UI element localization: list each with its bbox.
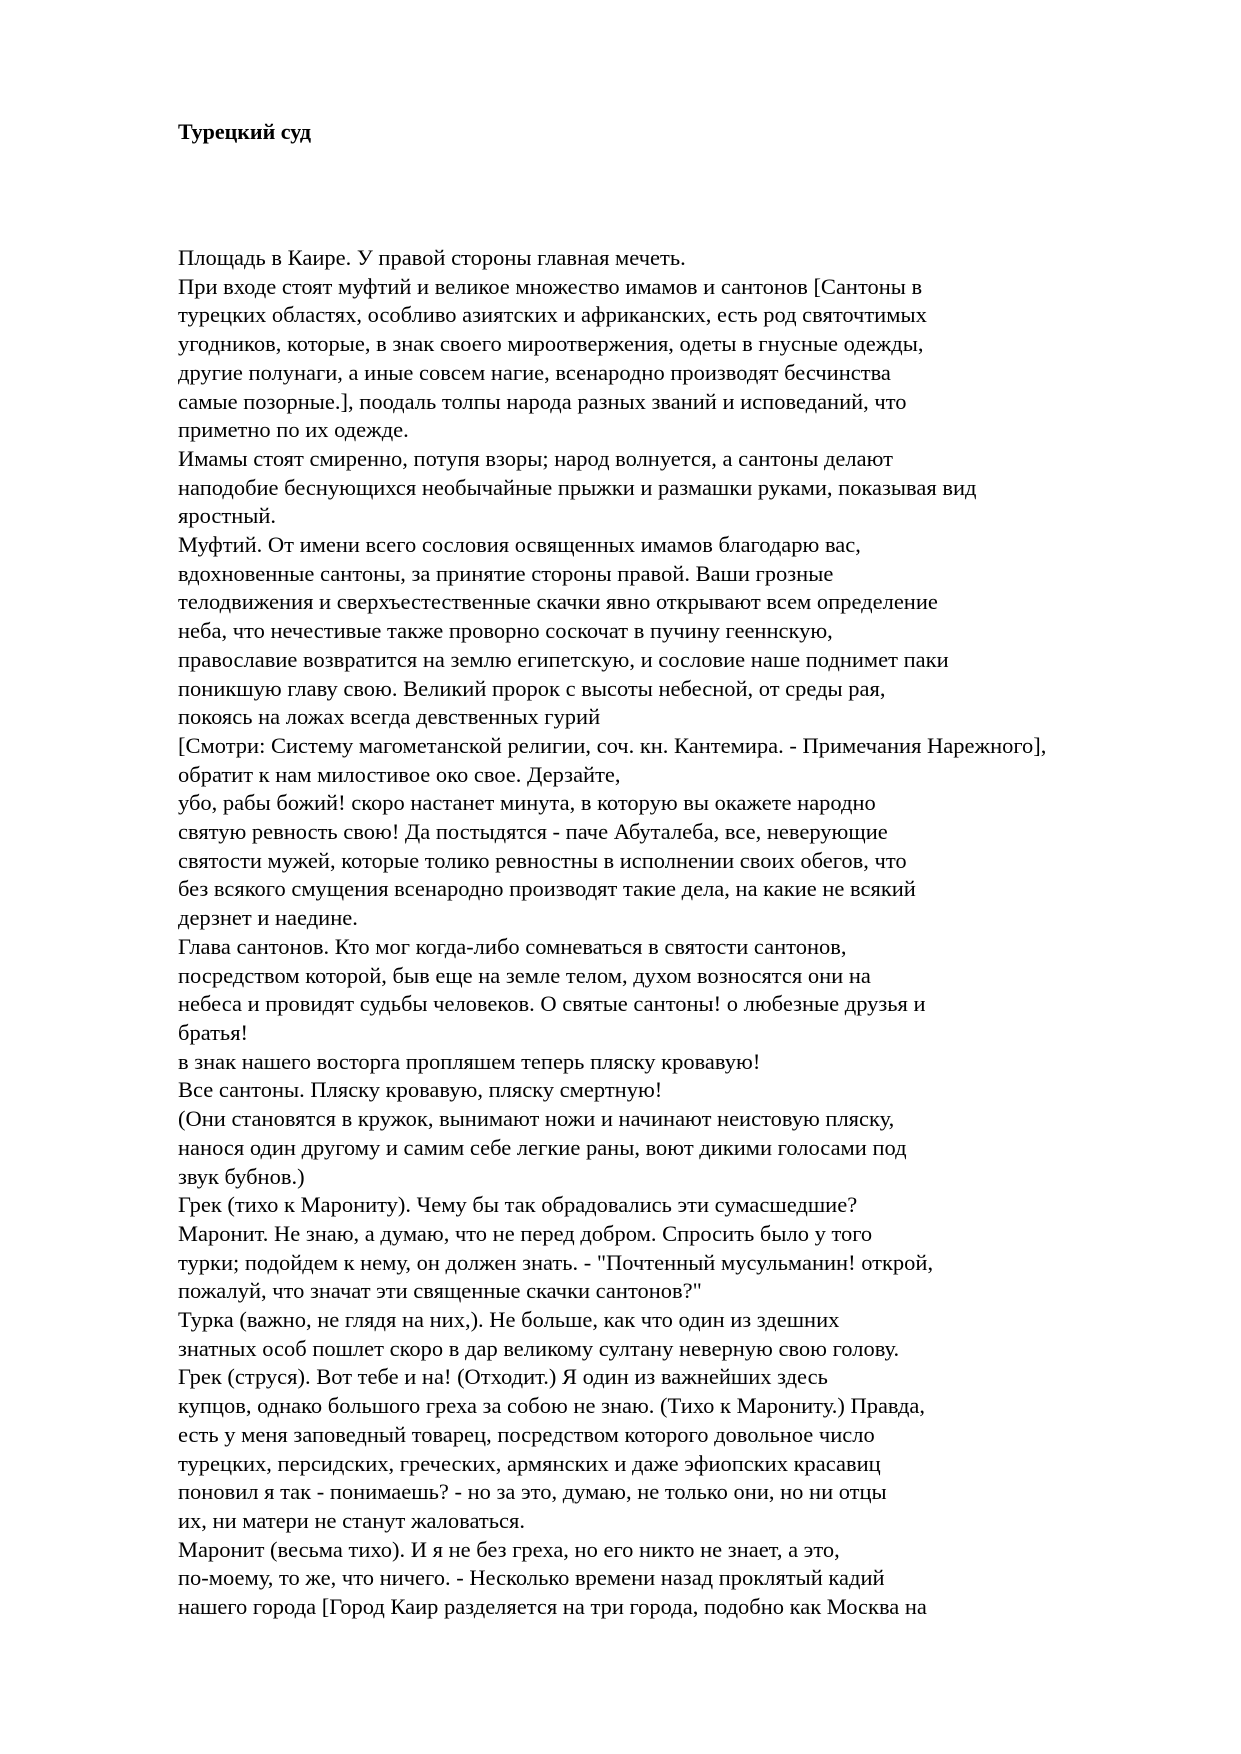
text-line: Все сантоны. Пляску кровавую, пляску смертную! <box>178 1077 663 1103</box>
text-line: приметно по их одежде. <box>178 417 409 443</box>
text-line: знатных особ пошлет скоро в дар великому султану неверную свою голову. <box>178 1335 900 1361</box>
text-line: Турка (важно, не глядя на них,). Не больше, как что один из здешних <box>178 1307 840 1333</box>
text-line: их, ни матери не станут жаловаться. <box>178 1507 525 1533</box>
text-line: Муфтий. От имени всего сословия освященных имамов благодарю вас, <box>178 532 861 558</box>
text-line: поникшую главу свою. Великий пророк с высоты небесной, от среды рая, <box>178 675 886 701</box>
text-line: наподобие беснующихся необычайные прыжки и размашки руками, показывая вид <box>178 474 977 500</box>
document-title: Турецкий суд <box>178 119 311 144</box>
text-line: поновил я так - понимаешь? - но за это, думаю, не только они, но ни отцы <box>178 1479 887 1505</box>
document-body <box>178 244 1188 1622</box>
text-line: в знак нашего восторга пропляшем теперь пляску кровавую! <box>178 1048 761 1074</box>
text-line: нашего города [Город Каир разделяется на три города, подобно как Москва на <box>178 1594 927 1620</box>
text-line: Маронит (весьма тихо). И я не без греха, но его никто не знает, а это, <box>178 1536 840 1562</box>
text-line: турецких областях, особливо азиятских и африканских, есть род святочтимых <box>178 302 927 328</box>
text-line: святости мужей, которые толико ревностны в исполнении своих обегов, что <box>178 847 907 873</box>
text-line: Грек (тихо к Марониту). Чему бы так обрадовались эти сумасшедшие? <box>178 1192 858 1218</box>
text-line: Площадь в Каире. У правой стороны главная мечеть. <box>178 245 686 270</box>
text-line: самые позорные.], поодаль толпы народа разных званий и исповеданий, что <box>178 388 907 414</box>
text-line: святую ревность свою! Да постыдятся - паче Абуталеба, все, неверующие <box>178 819 888 845</box>
text-line: посредством которой, быв еще на земле телом, духом возносятся они на <box>178 962 871 988</box>
text-line: пожалуй, что значат эти священные скачки сантонов?" <box>178 1278 702 1304</box>
text-line: угодников, которые, в знак своего мироотвержения, одеты в гнусные одежды, <box>178 331 924 357</box>
text-line: вдохновенные сантоны, за принятие стороны правой. Ваши грозные <box>178 560 834 586</box>
text-line: яростный. <box>178 503 277 529</box>
text-line: звук бубнов.) <box>178 1163 305 1189</box>
text-line: Грек (струся). Вот тебе и на! (Отходит.) Я один из важнейших здесь <box>178 1364 828 1390</box>
text-line: При входе стоят муфтий и великое множество имамов и сантонов [Сантоны в <box>178 273 923 299</box>
text-line: братья! <box>178 1019 249 1045</box>
text-line: нанося один другому и самим себе легкие раны, воют дикими голосами под <box>178 1134 907 1160</box>
text-line: есть у меня заповедный товарец, посредством которого довольное число <box>178 1421 875 1447</box>
text-line: дерзнет и наедине. <box>178 905 358 931</box>
text-line: православие возвратится на землю египетскую, и сословие наше поднимет паки <box>178 646 949 672</box>
text-line: другие полунаги, а иные совсем нагие, всенародно производят бесчинства <box>178 359 891 385</box>
text-line: убо, рабы божий! скоро настанет минута, в которую вы окажете народно <box>178 790 876 816</box>
text-line: покоясь на ложах всегда девственных гурий <box>178 704 601 730</box>
text-line: турки; подойдем к нему, он должен знать. - "Почтенный мусульманин! открой, <box>178 1249 934 1275</box>
text-line: Имамы стоят смиренно, потупя взоры; народ волнуется, а сантоны делают <box>178 445 893 471</box>
text-line: турецких, персидских, греческих, армянских и даже эфиопских красавиц <box>178 1450 881 1476</box>
text-line: небеса и провидят судьбы человеков. О святые сантоны! о любезные друзья и <box>178 991 926 1017</box>
text-line: телодвижения и сверхъестественные скачки явно открывают всем определение <box>178 589 938 615</box>
text-line: (Они становятся в кружок, вынимают ножи и начинают неистовую пляску, <box>178 1106 895 1132</box>
text-line: [Смотри: Систему магометанской религии, соч. кн. Кантемира. - Примечания Нарежного], <box>178 732 1047 758</box>
text-line: по-моему, то же, что ничего. - Несколько времени назад проклятый кадий <box>178 1565 885 1591</box>
text-line: купцов, однако большого греха за собою не знаю. (Тихо к Марониту.) Правда, <box>178 1393 926 1419</box>
text-line: Маронит. Не знаю, а думаю, что не перед добром. Спросить было у того <box>178 1220 873 1246</box>
text-line: неба, что нечестивые также проворно соскочат в пучину гееннскую, <box>178 618 833 644</box>
text-line: обратит к нам милостивое око свое. Дерзайте, <box>178 761 621 787</box>
text-line: без всякого смущения всенародно производят такие дела, на какие не всякий <box>178 876 916 902</box>
text-line: Глава сантонов. Кто мог когда-либо сомневаться в святости сантонов, <box>178 933 847 959</box>
